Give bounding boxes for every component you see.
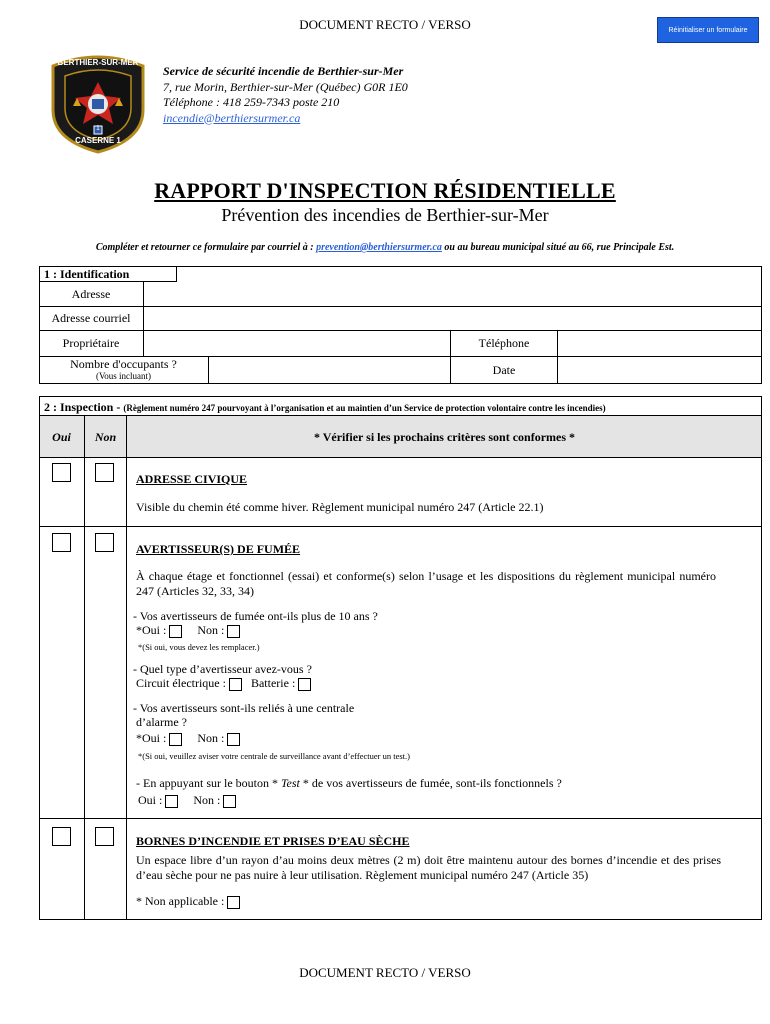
courriel-label: Adresse courriel bbox=[51, 311, 131, 325]
q4-oui-checkbox[interactable] bbox=[165, 795, 178, 808]
reset-form-button[interactable]: Réinitialiser un formulaire bbox=[657, 17, 759, 43]
adresse-civique-text: Visible du chemin été comme hiver. Règlement municipal numéro 247 (Article 22.1) bbox=[136, 500, 544, 514]
instructions bbox=[0, 242, 770, 253]
instructions-text-after: ou au bureau municipal situé au 66, rue Principale Est. bbox=[441, 242, 675, 253]
q2-circuit-label: Circuit électrique : bbox=[136, 676, 226, 690]
q3-options bbox=[136, 731, 240, 746]
telephone-label: Téléphone bbox=[478, 336, 530, 350]
q4-oui-label: Oui : bbox=[138, 793, 163, 807]
q1-oui-label: *Oui : bbox=[136, 623, 167, 637]
service-info bbox=[163, 64, 408, 126]
q1-options bbox=[136, 623, 240, 638]
q2-options bbox=[136, 676, 311, 691]
bornes-text: Un espace libre d’un rayon d’au moins deux mètres (2 m) doit être maintenu autour des bornes d’incendie et des prises d’eau sèche pour ne pas nuire à leur utilisation. Règlement municipal numéro 247 (Article 35) bbox=[136, 853, 721, 882]
q1-note: *(Si oui, vous devez les remplacer.) bbox=[138, 642, 260, 652]
adresse-input[interactable] bbox=[144, 282, 761, 306]
q1-question: - Vos avertisseurs de fumée ont-ils plus de 10 ans ? bbox=[133, 609, 378, 623]
bornes-na bbox=[136, 894, 240, 909]
courriel-input[interactable] bbox=[144, 307, 761, 330]
adresse-label: Adresse bbox=[71, 287, 111, 301]
logo-bottom-text: CASERNE 1 bbox=[75, 136, 121, 145]
bornes-na-label: * Non applicable : bbox=[136, 894, 225, 908]
inspection-title-note: (Règlement numéro 247 pourvoyant à l’organisation et au maintien d’un Service de protection volontaire contre les incendies) bbox=[123, 403, 606, 413]
service-phone: Téléphone : 418 259-7343 poste 210 bbox=[163, 95, 340, 109]
q2-batterie-checkbox[interactable] bbox=[298, 678, 311, 691]
service-name: Service de sécurité incendie de Berthier-sur-Mer bbox=[163, 64, 404, 78]
bornes-title: BORNES D’INCENDIE ET PRISES D’EAU SÈCHE bbox=[136, 834, 410, 848]
q4-non-checkbox[interactable] bbox=[223, 795, 236, 808]
q3-question-line2: d’alarme ? bbox=[136, 715, 187, 729]
q3-non-checkbox[interactable] bbox=[227, 733, 240, 746]
proprietaire-input[interactable] bbox=[144, 331, 450, 356]
page-subtitle: Prévention des incendies de Berthier-sur-Mer bbox=[221, 205, 549, 225]
q2-batterie-label: Batterie : bbox=[250, 676, 296, 690]
instructions-text-before: Compléter et retourner ce formulaire par courriel à : bbox=[95, 242, 317, 253]
logo-top-text: BERTHIER-SUR-MER bbox=[57, 58, 139, 67]
fire-department-logo bbox=[43, 52, 153, 154]
avertisseur-non-checkbox[interactable] bbox=[95, 533, 114, 552]
bornes-oui-checkbox[interactable] bbox=[52, 827, 71, 846]
inspection-title bbox=[44, 398, 606, 416]
q1-oui-checkbox[interactable] bbox=[169, 625, 182, 638]
date-label: Date bbox=[492, 363, 516, 377]
q3-oui-checkbox[interactable] bbox=[169, 733, 182, 746]
prevention-email-link[interactable]: prevention@berthiersurmer.ca bbox=[316, 242, 442, 253]
occupants-note: (Vous incluant) bbox=[95, 371, 152, 381]
q3-question-line1: - Vos avertisseurs sont-ils reliés à une centrale bbox=[133, 701, 355, 715]
service-email-link[interactable]: incendie@berthiersurmer.ca bbox=[163, 110, 301, 125]
q3-note: *(Si oui, veuillez aviser votre centrale de surveillance avant d’effectuer un test.) bbox=[138, 751, 410, 761]
q4-question bbox=[136, 776, 562, 791]
q2-question: - Quel type d’avertisseur avez-vous ? bbox=[133, 662, 312, 676]
avertisseur-title: AVERTISSEUR(S) DE FUMÉE bbox=[136, 542, 301, 556]
recto-verso-header: DOCUMENT RECTO / VERSO bbox=[299, 17, 471, 32]
occupants-label: Nombre d'occupants ? bbox=[70, 357, 177, 371]
inspection-title-text: 2 : Inspection - bbox=[44, 400, 124, 414]
q1-non-label: Non : bbox=[197, 623, 225, 637]
col-criteria-header: * Vérifier si les prochains critères sont conformes * bbox=[313, 430, 576, 444]
q3-oui-label: *Oui : bbox=[136, 731, 167, 745]
q4-text-before: - En appuyant sur le bouton * bbox=[136, 776, 281, 790]
proprietaire-label: Propriétaire bbox=[62, 336, 120, 350]
q4-text-after: * de vos avertisseurs de fumée, sont-ils fonctionnels ? bbox=[299, 776, 562, 790]
service-address: 7, rue Morin, Berthier-sur-Mer (Québec) G0R 1E0 bbox=[163, 79, 408, 94]
col-oui-header: Oui bbox=[52, 430, 71, 444]
adresse-civique-oui-checkbox[interactable] bbox=[52, 463, 71, 482]
adresse-civique-title: ADRESSE CIVIQUE bbox=[136, 472, 248, 486]
col-non-header: Non bbox=[94, 430, 117, 444]
occupants-input[interactable] bbox=[209, 357, 450, 384]
adresse-civique-non-checkbox[interactable] bbox=[95, 463, 114, 482]
q2-circuit-checkbox[interactable] bbox=[229, 678, 242, 691]
avertisseur-text: À chaque étage et fonctionnel (essai) et conforme(s) selon l’usage et les dispositions du règlement municipal numéro 247 (Articles 32, 33, 34) bbox=[136, 569, 716, 598]
q4-non-label: Non : bbox=[193, 793, 221, 807]
telephone-input[interactable] bbox=[558, 331, 761, 356]
q4-test-word: Test bbox=[280, 776, 300, 790]
page-title: RAPPORT D'INSPECTION RÉSIDENTIELLE bbox=[154, 178, 616, 203]
recto-verso-footer: DOCUMENT RECTO / VERSO bbox=[299, 965, 471, 980]
q3-non-label: Non : bbox=[197, 731, 225, 745]
bornes-na-checkbox[interactable] bbox=[227, 896, 240, 909]
q1-non-checkbox[interactable] bbox=[227, 625, 240, 638]
q4-options bbox=[138, 793, 236, 808]
bornes-non-checkbox[interactable] bbox=[95, 827, 114, 846]
date-input[interactable] bbox=[558, 357, 761, 384]
identification-title: 1 : Identification bbox=[44, 267, 130, 281]
avertisseur-oui-checkbox[interactable] bbox=[52, 533, 71, 552]
logo-number: 1 bbox=[96, 125, 100, 132]
